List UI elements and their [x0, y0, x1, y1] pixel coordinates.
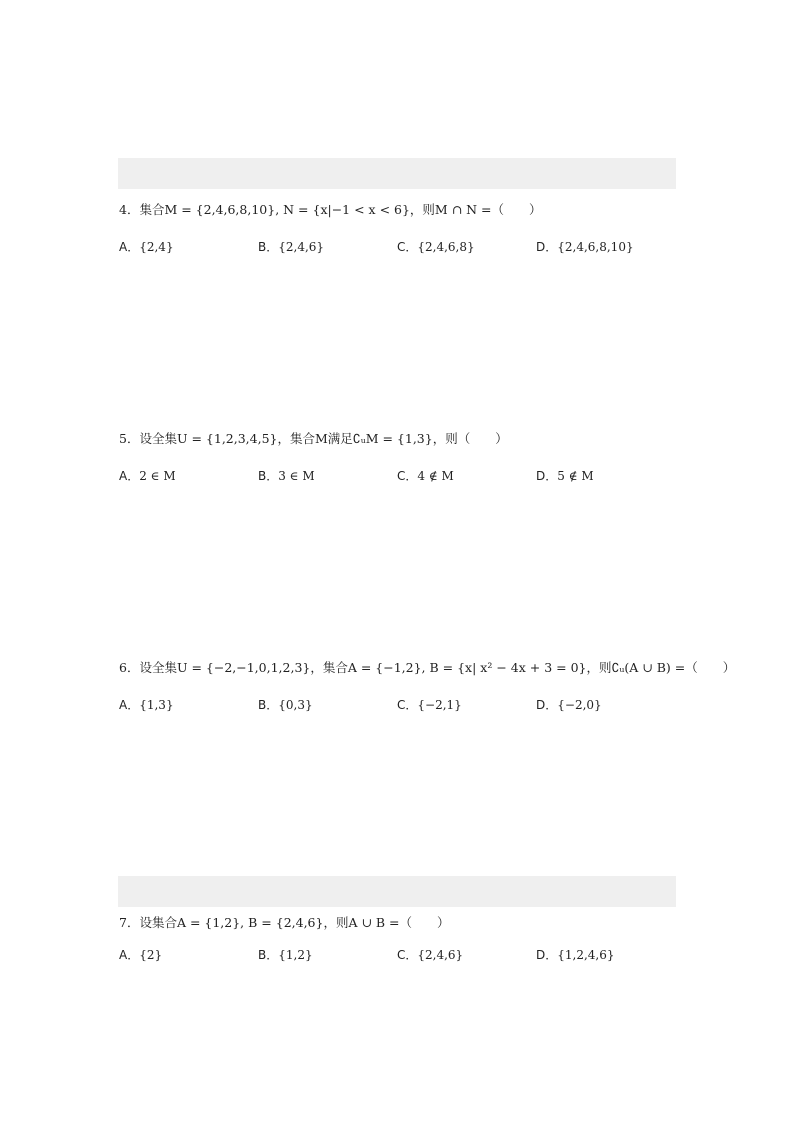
option-text: {2,4,6}: [417, 948, 464, 962]
option-letter: B．: [258, 469, 279, 483]
option-text: {1,2,4,6}: [557, 948, 615, 962]
question-7-option-a[interactable]: [119, 946, 162, 964]
option-letter: D．: [536, 698, 558, 712]
option-letter: C．: [397, 469, 418, 483]
question-4-option-c[interactable]: [397, 238, 475, 256]
question-7-option-c[interactable]: [397, 946, 463, 964]
question-6-option-a[interactable]: [119, 696, 174, 714]
option-text: {−2,0}: [557, 698, 602, 712]
question-6-option-d[interactable]: [536, 696, 602, 714]
option-letter: B．: [258, 698, 279, 712]
question-7-options: [119, 946, 677, 964]
section-header-bar: [118, 158, 676, 189]
option-text: {2,4}: [139, 240, 174, 254]
option-letter: C．: [397, 698, 418, 712]
question-5-option-c[interactable]: [397, 467, 454, 485]
question-7-stem: 7．设集合A = {1,2}, B = {2,4,6}，则A ∪ B =（ ）: [119, 915, 450, 930]
option-letter: B．: [258, 948, 279, 962]
option-text: {1,3}: [139, 698, 174, 712]
option-text: 4 ∉ M: [417, 469, 454, 483]
question-4-option-a[interactable]: [119, 238, 174, 256]
option-letter: A．: [119, 240, 140, 254]
option-text: {−2,1}: [417, 698, 462, 712]
option-text: {2,4,6,8,10}: [557, 240, 634, 254]
option-text: {0,3}: [278, 698, 313, 712]
option-letter: C．: [397, 948, 418, 962]
option-letter: D．: [536, 469, 558, 483]
question-5-options: [119, 467, 677, 485]
question-4-option-d[interactable]: [536, 238, 634, 256]
question-5-option-d[interactable]: [536, 467, 594, 485]
option-letter: A．: [119, 469, 140, 483]
option-text: 3 ∈ M: [278, 469, 315, 483]
option-letter: A．: [119, 698, 140, 712]
question-6-stem: 6．设全集U = {−2,−1,0,1,2,3}，集合A = {−1,2}, B = {x| x² − 4x + 3 = 0}，则∁ᵤ(A ∪ B) =（ ）: [119, 660, 736, 675]
option-text: {2,4,6,8}: [417, 240, 475, 254]
question-6-options: [119, 696, 677, 714]
question-7-option-d[interactable]: [536, 946, 615, 964]
question-5-stem: 5．设全集U = {1,2,3,4,5}，集合M满足∁ᵤM = {1,3}，则（ ）: [119, 431, 508, 446]
option-letter: A．: [119, 948, 140, 962]
question-5-option-b[interactable]: [258, 467, 315, 485]
option-text: 2 ∈ M: [139, 469, 176, 483]
question-4-option-b[interactable]: [258, 238, 324, 256]
section-header-bar: [118, 876, 676, 907]
option-text: {1,2}: [278, 948, 313, 962]
option-letter: B．: [258, 240, 279, 254]
option-text: {2,4,6}: [278, 240, 325, 254]
option-text: {2}: [139, 948, 163, 962]
question-7-option-b[interactable]: [258, 946, 313, 964]
question-6-option-b[interactable]: [258, 696, 313, 714]
option-letter: D．: [536, 948, 558, 962]
question-6-option-c[interactable]: [397, 696, 462, 714]
question-4-options: [119, 238, 677, 256]
option-letter: C．: [397, 240, 418, 254]
option-letter: D．: [536, 240, 558, 254]
option-text: 5 ∉ M: [557, 469, 594, 483]
question-4-stem: 4．集合M = {2,4,6,8,10}, N = {x|−1 < x < 6}，则M ∩ N =（ ）: [119, 202, 542, 217]
question-5-option-a[interactable]: [119, 467, 176, 485]
